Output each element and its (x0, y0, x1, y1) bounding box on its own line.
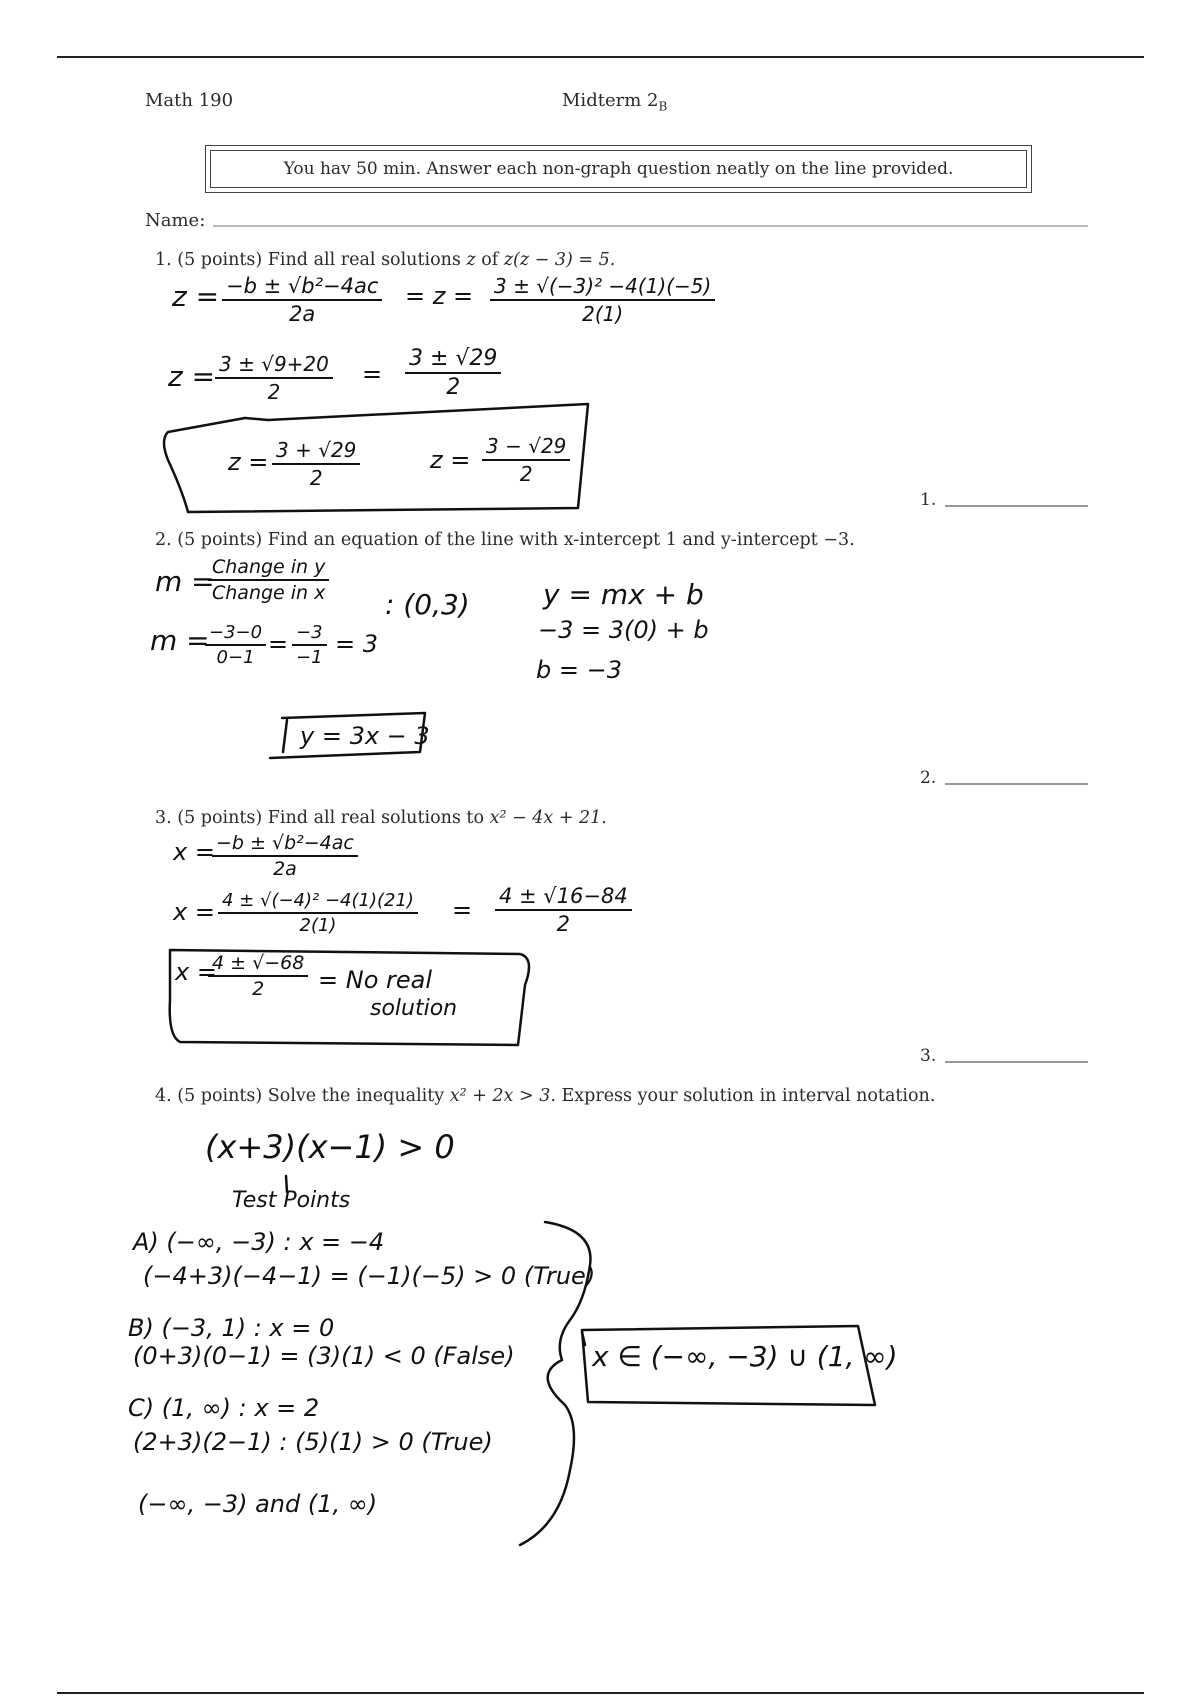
q2-m-frac (208, 556, 329, 604)
q1-l2-num: 3 ± √9+20 (215, 352, 333, 379)
top-rule (57, 56, 1144, 58)
q4-boxed-answer: x ∈ (−∞, −3) ∪ (1, ∞) (592, 1340, 898, 1373)
q1-l1-num: −b ± √b²−4ac (222, 274, 382, 301)
exam-title-text: Midterm 2 (562, 90, 659, 111)
q1-l2b-den: 2 (446, 375, 461, 400)
q1-l2b-num: 3 ± √29 (405, 346, 501, 374)
q3-l1-den: 2a (273, 858, 297, 880)
q1-box-a-den: 2 (309, 466, 323, 490)
q1-box-b-num: 3 − √29 (482, 434, 570, 461)
q1-l1-eq: = z = (405, 282, 474, 310)
q2-m2-eq: = (268, 630, 289, 658)
instructions-box (205, 145, 1032, 193)
question-4 (155, 1086, 935, 1106)
q4-expr: x² + 2x > 3. (449, 1086, 556, 1106)
q2-m2b-den: −1 (296, 647, 323, 668)
q2-m-num: Change in y (208, 556, 329, 581)
answer-3-line[interactable] (945, 1061, 1088, 1063)
exam-title-sub: B (658, 99, 668, 114)
q3-text-pre: 3. (5 points) Find all real solutions to (155, 808, 490, 828)
q1-l2-lhs: z = (168, 360, 216, 393)
q1-l1b-den: 2(1) (582, 302, 624, 326)
q3-l1-num: −b ± √b²−4ac (212, 832, 358, 857)
q4-factored: (x+3)(x−1) > 0 (205, 1128, 455, 1166)
name-field-line[interactable] (213, 225, 1088, 227)
q2-r3: b = −3 (536, 656, 622, 684)
q1-top-stroke (245, 418, 268, 420)
q1-box-a-num: 3 + √29 (272, 438, 360, 465)
q3-box-frac (208, 952, 308, 1000)
q3-box-den: 2 (252, 978, 265, 1000)
q2-answer-bar (283, 720, 287, 752)
q4-b1: B) (−3, 1) : x = 0 (128, 1314, 335, 1342)
question-2: 2. (5 points) Find an equation of the line with x-intercept 1 and y-intercept −3. (155, 530, 855, 550)
instructions-text: You hav 50 min. Answer each non-graph question neatly on the line provided. (210, 150, 1027, 188)
exam-title (562, 90, 667, 114)
q2-m-den: Change in x (212, 582, 326, 604)
answer-1-line[interactable] (945, 505, 1088, 507)
q1-var: z (466, 250, 476, 270)
q1-box-b-den: 2 (519, 462, 533, 486)
q1-l2-eq: = (362, 360, 383, 388)
q4-text-pre: 4. (5 points) Solve the inequality (155, 1086, 450, 1106)
q3-l2b-frac (495, 884, 632, 936)
q1-box-b-lhs: z = (430, 446, 471, 474)
q3-expr: x² − 4x + 21. (489, 808, 607, 828)
q2-m2b-frac (292, 622, 327, 668)
q4-summary: (−∞, −3) and (1, ∞) (138, 1490, 378, 1518)
q3-l1-frac (212, 832, 358, 880)
q4-a1: A) (−∞, −3) : x = −4 (133, 1228, 385, 1256)
q2-m2-res: = 3 (335, 630, 379, 658)
answer-2-label: 2. (920, 768, 937, 788)
course-title: Math 190 (145, 90, 234, 111)
q1-l2b-frac (405, 346, 501, 400)
q2-point: : (0,3) (385, 588, 470, 621)
q3-box-lhs: x = (175, 958, 217, 986)
q3-l2b-num: 4 ± √16−84 (495, 884, 632, 911)
q3-l2b-den: 2 (556, 912, 571, 936)
q4-answer-tick (582, 1332, 585, 1345)
q2-r2: −3 = 3(0) + b (538, 616, 709, 644)
q4-b2: (0+3)(0−1) = (3)(1) < 0 (False) (133, 1342, 515, 1370)
q1-l1-lhs: z = (172, 280, 220, 313)
answer-1-label: 1. (920, 490, 937, 510)
q3-l1-lhs: x = (173, 838, 215, 866)
q3-l2-lhs: x = (173, 898, 215, 926)
name-label: Name: (145, 210, 206, 231)
q3-box-text-1: = No real (318, 966, 433, 994)
q3-l2-eq: = (452, 896, 473, 924)
q1-l1b-frac (490, 274, 715, 326)
q1-box-a-frac (272, 438, 360, 490)
q1-l1-den: 2a (289, 302, 316, 326)
answer-2-line[interactable] (945, 783, 1088, 785)
q3-l2-frac (218, 890, 418, 936)
bottom-rule (57, 1692, 1144, 1694)
question-1 (155, 250, 615, 270)
q1-l1-frac (222, 274, 382, 326)
q2-m2-num: −3−0 (205, 622, 266, 646)
q2-m2-frac (205, 622, 266, 668)
q2-m2-den: 0−1 (216, 647, 255, 668)
q2-m-lhs: m = (155, 565, 215, 598)
q1-text-mid: of (475, 250, 504, 270)
q2-m2b-num: −3 (292, 622, 327, 646)
q1-text-pre: 1. (5 points) Find all real solutions (155, 250, 467, 270)
q3-l2-num: 4 ± √(−4)² −4(1)(21) (218, 890, 418, 914)
q3-box-text-2: solution (370, 996, 458, 1021)
q4-text-post: Express your solution in interval notation. (555, 1086, 936, 1106)
q4-test-points: Test Points (232, 1188, 351, 1213)
q2-m2-lhs: m = (150, 624, 210, 657)
q1-expr: z(z − 3) = 5. (503, 250, 616, 270)
q4-c2: (2+3)(2−1) : (5)(1) > 0 (True) (133, 1428, 493, 1456)
q1-box-b-frac (482, 434, 570, 486)
question-3 (155, 808, 607, 828)
q3-l2-den: 2(1) (299, 915, 337, 936)
answer-3-label: 3. (920, 1046, 937, 1066)
q4-c1: C) (1, ∞) : x = 2 (128, 1394, 320, 1422)
q2-boxed-answer: y = 3x − 3 (300, 722, 430, 750)
q3-box-num: 4 ± √−68 (208, 952, 308, 977)
q1-l2-frac (215, 352, 333, 404)
q4-a2: (−4+3)(−4−1) = (−1)(−5) > 0 (True) (143, 1262, 596, 1290)
q1-box-a-lhs: z = (228, 448, 269, 476)
q2-r1: y = mx + b (543, 578, 704, 611)
q1-l2-den: 2 (267, 380, 281, 404)
q1-l1b-num: 3 ± √(−3)² −4(1)(−5) (490, 274, 715, 301)
